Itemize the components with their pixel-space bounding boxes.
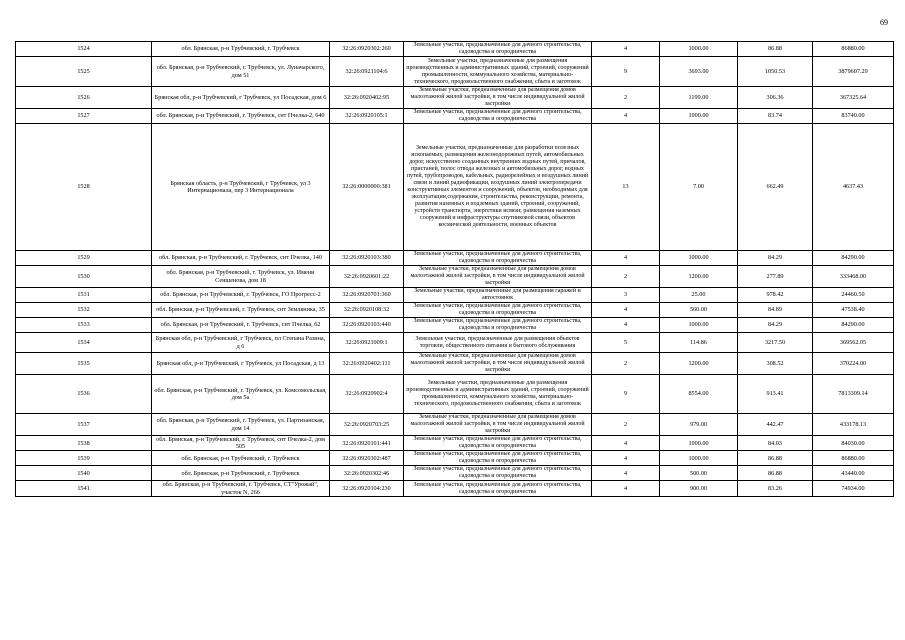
area-cell: 7.00 <box>660 124 738 251</box>
cadastral-number-cell: 32:26:0920601:22 <box>330 266 404 288</box>
group-code-cell: 4 <box>592 42 660 57</box>
specific-value-cell: 306.36 <box>738 87 813 109</box>
cadastral-number-cell: 32:26:0920902:4 <box>330 375 404 414</box>
table-row <box>16 251 894 266</box>
table-row <box>16 451 894 466</box>
cadastral-value-cell: 7813309.14 <box>813 375 894 414</box>
cadastral-value-cell: 84290.00 <box>813 251 894 266</box>
specific-value-cell: 277.89 <box>738 266 813 288</box>
address-cell: обл. Брянская, р-н Трубчевский, г. Трубчевск, ул. Партизанская, дом 14 <box>152 414 330 436</box>
area-cell: 1000.00 <box>660 451 738 466</box>
specific-value-cell: 83.74 <box>738 109 813 124</box>
address-cell: обл. Брянская, р-н Трубчевский, г. Трубчевск, снт Пчелка, 62 <box>152 318 330 333</box>
area-cell: 1000.00 <box>660 42 738 57</box>
row-number: 1536 <box>16 375 152 414</box>
land-purpose-cell: Земельные участки, предназначенные для размещения домов малоэтажной жилой застройки, в том числе индивидуальной жилой застройки <box>404 87 592 109</box>
cadastral-number-cell: 32:26:0920302:46 <box>330 466 404 481</box>
table-row <box>16 353 894 375</box>
row-number: 1524 <box>16 42 152 57</box>
area-cell: 114.86 <box>660 333 738 353</box>
cadastral-value-table <box>15 41 894 497</box>
group-code-cell: 3 <box>592 288 660 303</box>
group-code-cell: 2 <box>592 87 660 109</box>
area-cell: 1000.00 <box>660 251 738 266</box>
address-cell: обл. Брянская, р-н Трубчевский, г. Трубчевск <box>152 451 330 466</box>
row-number: 1540 <box>16 466 152 481</box>
cadastral-value-cell: 47538.40 <box>813 303 894 318</box>
group-code-cell: 4 <box>592 466 660 481</box>
group-code-cell: 13 <box>592 124 660 251</box>
group-code-cell: 2 <box>592 266 660 288</box>
cadastral-number-cell: 32:26:0920703:25 <box>330 414 404 436</box>
cadastral-value-cell: 86880.00 <box>813 42 894 57</box>
cadastral-number-cell: 32:26:0920108:32 <box>330 303 404 318</box>
address-cell: Брянская обл, р-н Трубчевский, г Трубчевск, ул Посадская, д 13 <box>152 353 330 375</box>
group-code-cell: 9 <box>592 57 660 87</box>
table-row <box>16 109 894 124</box>
area-cell: 1000.00 <box>660 109 738 124</box>
address-cell: обл. Брянская, р-н Трубчевский, г. Трубчевск, ГО Прогресс-2 <box>152 288 330 303</box>
address-cell: обл. Брянская, р-н Трубчевский, г. Трубчевск <box>152 466 330 481</box>
cadastral-value-cell: 74934.00 <box>813 481 894 496</box>
row-number: 1525 <box>16 57 152 87</box>
row-number: 1534 <box>16 333 152 353</box>
specific-value-cell: 86.88 <box>738 466 813 481</box>
group-code-cell: 2 <box>592 353 660 375</box>
row-number: 1541 <box>16 481 152 496</box>
table-row <box>16 333 894 353</box>
specific-value-cell: 84.89 <box>738 303 813 318</box>
area-cell: 1200.00 <box>660 266 738 288</box>
area-cell: 1199.00 <box>660 87 738 109</box>
address-cell: обл. Брянская, р-н Трубчевский, г. Трубчевск, ул. Имени Сеншенова, дом 18 <box>152 266 330 288</box>
specific-value-cell: 83.26 <box>738 481 813 496</box>
cadastral-number-cell: 32:26:0921009:1 <box>330 333 404 353</box>
table-row <box>16 303 894 318</box>
land-purpose-cell: Земельные участки, предназначенные для размещения домов малоэтажной жилой застройки, в том числе индивидуальной жилой застройки <box>404 353 592 375</box>
cadastral-number-cell: 32:26:0920104:230 <box>330 481 404 496</box>
specific-value-cell: 86.88 <box>738 451 813 466</box>
cadastral-value-cell: 3879607.29 <box>813 57 894 87</box>
specific-value-cell: 84.29 <box>738 251 813 266</box>
cadastral-number-cell: 32:26:0920402:111 <box>330 353 404 375</box>
specific-value-cell: 1050.53 <box>738 57 813 87</box>
cadastral-number-cell: 32:26:0920101:441 <box>330 436 404 451</box>
row-number: 1535 <box>16 353 152 375</box>
specific-value-cell: 3217.50 <box>738 333 813 353</box>
page-number: 69 <box>880 18 888 27</box>
row-number: 1527 <box>16 109 152 124</box>
area-cell: 3693.00 <box>660 57 738 87</box>
land-purpose-cell: Земельные участки, предназначенные для разработки полезных ископаемых, размещения железнодорожных путей, автомобильных дорог, искусственно созданных внутренних водных путей, причалов, пристаней, полос отвода железных и автомобильных дорог, водных путей, трубопроводов, кабельных, радиорелейных и воздушных линий связи и линий радиофикации, воздушных линий электропередачи конструктивных элементов и сооружений, объектов, необходимых для эксплуатации,содержания, строительства, реконструкции, ремонта, развития наземных и подземных зданий, строений, сооружений, устройств транспорта, энергетики исвязи; размещения наземных сооружений и инфраструктуры спутниковой связи, объектов космической деятельности, военных объектов <box>404 124 592 251</box>
land-purpose-cell: Земельные участки, предназначенные для дачного строительства, садоводства и огородничества <box>404 109 592 124</box>
address-cell: обл. Брянская, р-н Трубчевский, г. Трубчевск, ул. Луначарского, дом 51 <box>152 57 330 87</box>
cadastral-value-cell: 86880.00 <box>813 451 894 466</box>
row-number: 1529 <box>16 251 152 266</box>
cadastral-value-cell: 84030.00 <box>813 436 894 451</box>
land-purpose-cell: Земельные участки, предназначенные для дачного строительства, садоводства и огородничества <box>404 466 592 481</box>
row-number: 1530 <box>16 266 152 288</box>
table-row <box>16 57 894 87</box>
table-row <box>16 42 894 57</box>
land-purpose-cell: Земельные участки, предназначенные для дачного строительства, садоводства и огородничества <box>404 42 592 57</box>
land-purpose-cell: Земельные участки, предназначенные для размещения производственных и административных зданий, строений, сооружений промышленности, коммунального хозяйства, материально-технического, продовольственного снабжения, сбыта и заготовок <box>404 57 592 87</box>
address-cell: Брянская обл, р-н Трубчевский, г Трубчевск, ул Посадская, дом 6 <box>152 87 330 109</box>
specific-value-cell: 442.47 <box>738 414 813 436</box>
row-number: 1537 <box>16 414 152 436</box>
specific-value-cell: 84.03 <box>738 436 813 451</box>
land-purpose-cell: Земельные участки, предназначенные для дачного строительства, садоводства и огородничества <box>404 318 592 333</box>
cadastral-number-cell: 32:26:0920701:360 <box>330 288 404 303</box>
table-row <box>16 481 894 496</box>
land-purpose-cell: Земельные участки, предназначенные для размещения домов малоэтажной жилой застройки, в том числе индивидуальной жилой застройки <box>404 414 592 436</box>
cadastral-number-cell: 32:26:0920103:440 <box>330 318 404 333</box>
address-cell: обл. Брянская, р-н Трубчевский, г. Трубчевск, снт Пчелка-2, дом 505 <box>152 436 330 451</box>
specific-value-cell: 978.42 <box>738 288 813 303</box>
cadastral-number-cell: 32:26:0920105:1 <box>330 109 404 124</box>
table-row <box>16 436 894 451</box>
table-row <box>16 318 894 333</box>
area-cell: 1200.00 <box>660 353 738 375</box>
row-number: 1539 <box>16 451 152 466</box>
row-number: 1532 <box>16 303 152 318</box>
area-cell: 560.00 <box>660 303 738 318</box>
group-code-cell: 4 <box>592 251 660 266</box>
specific-value-cell: 913.41 <box>738 375 813 414</box>
cadastral-value-cell: 24460.50 <box>813 288 894 303</box>
specific-value-cell: 84.29 <box>738 318 813 333</box>
row-number: 1526 <box>16 87 152 109</box>
table-row <box>16 87 894 109</box>
cadastral-value-cell: 333468.00 <box>813 266 894 288</box>
address-cell: обл. Брянская, р-н Трубчевский, г. Трубчевск <box>152 42 330 57</box>
table-row <box>16 375 894 414</box>
cadastral-number-cell: 32:26:0920302:487 <box>330 451 404 466</box>
address-cell: обл. Брянская, р-н Трубчевский, г. Трубчевск, снт Пчелка-2, 640 <box>152 109 330 124</box>
group-code-cell: 2 <box>592 414 660 436</box>
cadastral-number-cell: 32:26:0921104:6 <box>330 57 404 87</box>
area-cell: 1000.00 <box>660 318 738 333</box>
cadastral-value-cell: 370224.00 <box>813 353 894 375</box>
area-cell: 979.00 <box>660 414 738 436</box>
cadastral-value-cell: 43440.00 <box>813 466 894 481</box>
cadastral-number-cell: 32:26:0920402:95 <box>330 87 404 109</box>
group-code-cell: 5 <box>592 333 660 353</box>
group-code-cell: 4 <box>592 436 660 451</box>
table-row <box>16 414 894 436</box>
row-number: 1531 <box>16 288 152 303</box>
group-code-cell: 4 <box>592 303 660 318</box>
area-cell: 900.00 <box>660 481 738 496</box>
group-code-cell: 4 <box>592 109 660 124</box>
area-cell: 25.00 <box>660 288 738 303</box>
cadastral-value-cell: 84290.00 <box>813 318 894 333</box>
cadastral-number-cell: 32:26:0000000:381 <box>330 124 404 251</box>
area-cell: 1000.00 <box>660 436 738 451</box>
address-cell: обл. Брянская, р-н Трубчевский, г. Трубчевск, снт Пчелка, 140 <box>152 251 330 266</box>
row-number: 1538 <box>16 436 152 451</box>
group-code-cell: 4 <box>592 318 660 333</box>
group-code-cell: 4 <box>592 451 660 466</box>
table-row <box>16 266 894 288</box>
area-cell: 500.00 <box>660 466 738 481</box>
land-purpose-cell: Земельные участки, предназначенные для размещения объектов торговли, общественного питания и бытового обслуживания <box>404 333 592 353</box>
table-row <box>16 124 894 251</box>
land-purpose-cell: Земельные участки, предназначенные для размещения производственных и административных зданий, строений, сооружений промышленности, коммунального хозяйства, материально-технического, продовольственного снабжения, сбыта и заготовок <box>404 375 592 414</box>
specific-value-cell: 662.49 <box>738 124 813 251</box>
land-purpose-cell: Земельные участки, предназначенные для размещения домов малоэтажной жилой застройки, в том числе индивидуальной жилой застройки <box>404 266 592 288</box>
address-cell: Брянская обл, р-н Трубчевский, г Трубчевск, пл Степана Разина, д 6 <box>152 333 330 353</box>
cadastral-value-cell: 433178.13 <box>813 414 894 436</box>
table-body <box>16 42 894 497</box>
cadastral-number-cell: 32:26:0920103:380 <box>330 251 404 266</box>
land-purpose-cell: Земельные участки, предназначенные для дачного строительства, садоводства и огородничества <box>404 451 592 466</box>
row-number: 1533 <box>16 318 152 333</box>
cadastral-number-cell: 32:26:0920302:260 <box>330 42 404 57</box>
specific-value-cell: 308.52 <box>738 353 813 375</box>
area-cell: 8554.00 <box>660 375 738 414</box>
table-row <box>16 288 894 303</box>
cadastral-value-cell: 83740.00 <box>813 109 894 124</box>
land-purpose-cell: Земельные участки, предназначенные для дачного строительства, садоводства и огородничества <box>404 251 592 266</box>
land-purpose-cell: Земельные участки, предназначенные для дачного строительства, садоводства и огородничества <box>404 436 592 451</box>
address-cell: обл. Брянская, р-н Трубчевский, г. Трубчевск, СТ"Урожай", участок N, 266 <box>152 481 330 496</box>
address-cell: обл. Брянская, р-н Трубчевский, г. Трубчевск, ул. Комсомольская, дом 5а <box>152 375 330 414</box>
group-code-cell: 9 <box>592 375 660 414</box>
cadastral-value-cell: 369562.05 <box>813 333 894 353</box>
specific-value-cell: 86.88 <box>738 42 813 57</box>
address-cell: обл. Брянская, р-н Трубчевский, г. Трубчевск, снт Земляника, 35 <box>152 303 330 318</box>
row-number: 1528 <box>16 124 152 251</box>
land-purpose-cell: Земельные участки, предназначенные для дачного строительства, садоводства и огородничества <box>404 481 592 496</box>
cadastral-value-cell: 367325.64 <box>813 87 894 109</box>
land-purpose-cell: Земельные участки, предназначенные для размещения гаражей и автостоянок <box>404 288 592 303</box>
land-purpose-cell: Земельные участки, предназначенные для дачного строительства, садоводства и огородничества <box>404 303 592 318</box>
cadastral-value-cell: 4637.43 <box>813 124 894 251</box>
table-row <box>16 466 894 481</box>
address-cell: Брянская область, р-н Трубчевский, г Трубчевск, ул 3 Интернационала, пер 3 Интернационала <box>152 124 330 251</box>
group-code-cell: 4 <box>592 481 660 496</box>
